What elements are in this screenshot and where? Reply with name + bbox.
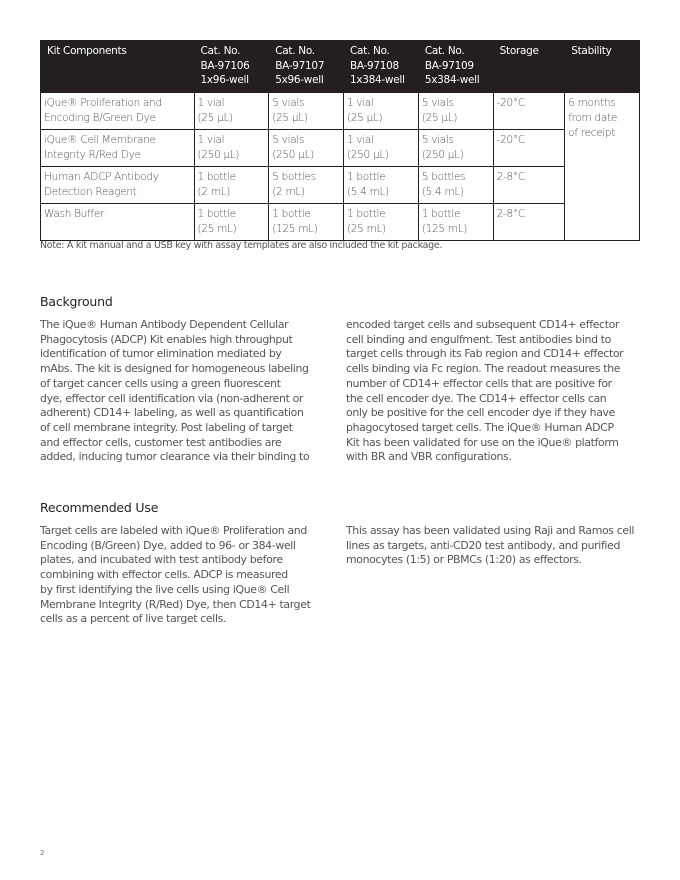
table-cell	[194, 166, 269, 203]
text-line: cells binding via Fc region. The readout measures the	[346, 362, 621, 376]
text-line: (125 mL)	[421, 222, 468, 235]
text-line: identification of tumor elimination mediated by	[40, 347, 282, 361]
text-line: (250 µL)	[197, 148, 240, 161]
recommended-use-text-left	[40, 524, 311, 627]
text-line: The iQue® Human Antibody Dependent Cellular	[40, 318, 289, 331]
text-line: Storage	[499, 45, 539, 57]
table-cell	[418, 203, 493, 240]
text-line: Cat. No.	[200, 45, 241, 57]
column-header	[565, 40, 640, 92]
text-line: Encoding B/Green Dye	[44, 111, 156, 124]
text-line: encoded target cells and subsequent CD14+ effector	[346, 318, 620, 331]
kit-components-table	[40, 40, 640, 241]
text-line: (25 µL)	[197, 111, 233, 124]
text-line: Membrane Integrity (R/Red) Dye, then CD14+ target	[40, 597, 311, 611]
text-line: number of CD14+ effector cells that are positive for	[346, 376, 612, 390]
text-line: 1 bottle	[346, 170, 386, 183]
table-row	[41, 203, 640, 240]
storage-cell: -20°C	[493, 92, 565, 129]
text-line: Cat. No.	[424, 45, 465, 57]
text-line: BA-97109	[424, 59, 474, 72]
text-line: combining with effector cells. ADCP is measured	[40, 568, 288, 582]
text-line: monocytes (1:5) or PBMCs (1:20) as effectors.	[346, 553, 582, 567]
text-line: 5 vials	[421, 133, 454, 146]
text-line: (250 µL)	[272, 148, 314, 161]
text-line: Detection Reagent	[44, 185, 137, 198]
text-line: Wash Buffer	[44, 207, 105, 220]
text-line: target cells through its Fab region and CD14+ effector	[346, 347, 624, 361]
text-line: Integrity R/Red Dye	[44, 148, 141, 161]
table-cell	[194, 129, 269, 166]
table-row	[41, 92, 640, 129]
text-line: 6 months	[568, 96, 616, 109]
table-cell	[194, 92, 269, 129]
text-line: 1x384-well	[349, 74, 405, 86]
text-line: iQue® Proliferation and	[44, 96, 162, 109]
text-line: the cell encoder dye. The CD14+ effector cells can	[346, 391, 607, 405]
text-line: (2 mL)	[272, 185, 305, 198]
text-line: 1 vial	[346, 96, 374, 109]
column-header	[269, 40, 344, 92]
text-line: Kit Components	[47, 45, 127, 57]
table-cell	[194, 203, 269, 240]
table-cell	[41, 92, 195, 129]
text-line: 5 vials	[272, 133, 305, 146]
text-line: iQue® Cell Membrane	[44, 133, 156, 146]
text-line: 1 vial	[197, 96, 225, 109]
text-line: BA-97106	[200, 59, 250, 72]
text-line: Stability	[571, 45, 612, 57]
column-header	[194, 40, 269, 92]
column-header	[343, 40, 418, 92]
table-row	[41, 129, 640, 166]
text-line: BA-97108	[349, 59, 399, 72]
text-line: from date	[568, 111, 617, 124]
text-line: 5x384-well	[424, 74, 480, 86]
text-line: (25 mL)	[346, 222, 386, 235]
text-line: added, inducing tumor clearance via their binding to	[40, 450, 310, 464]
text-line: BA-97107	[275, 59, 325, 72]
background-text-left	[40, 318, 309, 465]
storage-cell: -20°C	[493, 129, 565, 166]
text-line: This assay has been validated using Raji and Ramos cell	[346, 524, 635, 537]
text-line: 1 bottle	[197, 207, 236, 220]
text-line: 1 bottle	[421, 207, 461, 220]
text-line: (5.4 mL)	[346, 185, 389, 198]
text-line: 5 vials	[421, 96, 454, 109]
text-line: (2 mL)	[197, 185, 231, 198]
text-line: and effector cells, customer test antibodies are	[40, 435, 282, 449]
table-cell	[269, 92, 344, 129]
text-line: (25 µL)	[272, 111, 308, 124]
text-line: (250 µL)	[421, 148, 464, 161]
text-line: (125 mL)	[272, 222, 318, 235]
text-line: (25 µL)	[421, 111, 458, 124]
text-line: (250 µL)	[346, 148, 389, 161]
text-line: of target cancer cells using a green fluorescent	[40, 376, 281, 390]
page-number: 2	[40, 849, 45, 857]
text-line: (25 µL)	[346, 111, 383, 124]
text-line: 1 bottle	[197, 170, 236, 183]
table-cell	[418, 129, 493, 166]
text-line: 1 bottle	[346, 207, 386, 220]
text-line: lines as targets, anti-CD20 test antibody, and purified	[346, 538, 621, 552]
text-line: 5 vials	[272, 96, 305, 109]
recommended-use-text-right	[346, 524, 634, 568]
background-text-right	[346, 318, 623, 465]
text-line: Target cells are labeled with iQue® Proliferation and	[40, 524, 307, 537]
text-line: Encoding (B/Green) Dye, added to 96- or 384-well	[40, 538, 296, 552]
text-line: 5x96-well	[275, 74, 324, 86]
text-line: with BR and VBR configurations.	[346, 450, 512, 464]
stability-cell	[565, 92, 640, 240]
text-line: by first identifying the live cells using iQue® Cell	[40, 582, 290, 596]
text-line: dye, effector cell identification via (non-adherent or	[40, 391, 304, 405]
table-cell	[343, 129, 418, 166]
text-line: Human ADCP Antibody	[44, 170, 159, 183]
text-line: 1 bottle	[272, 207, 311, 220]
background-heading: Background	[40, 294, 113, 309]
text-line: (25 mL)	[197, 222, 237, 235]
text-line: 5 bottles	[272, 170, 316, 183]
table-cell	[343, 166, 418, 203]
table-note: Note: A kit manual and a USB key with assay templates are also included the kit package.	[40, 240, 443, 251]
text-line: Kit has been validated for use on the iQue® platform	[346, 435, 619, 449]
table-cell	[343, 203, 418, 240]
text-line: adherent) CD14+ labeling, as well as quantification	[40, 406, 304, 420]
table-cell	[418, 166, 493, 203]
text-line: plates, and incubated with test antibody before	[40, 553, 283, 567]
text-line: of cell membrane integrity. Post labeling of target	[40, 420, 293, 434]
table-cell	[41, 203, 195, 240]
table-cell	[41, 166, 195, 203]
table-cell	[343, 92, 418, 129]
text-line: of receipt	[568, 126, 616, 139]
text-line: phagocytosed target cells. The iQue® Human ADCP	[346, 420, 614, 434]
text-line: 1x96-well	[200, 74, 249, 86]
text-line: cell binding and engulfment. Test antibodies bind to	[346, 332, 611, 346]
recommended-use-heading: Recommended Use	[40, 500, 159, 515]
column-header	[41, 40, 195, 92]
text-line: mAbs. The kit is designed for homogeneous labeling	[40, 362, 309, 376]
storage-cell: 2-8°C	[493, 203, 565, 240]
text-line: Phagocytosis (ADCP) Kit enables high throughput	[40, 332, 293, 346]
storage-cell: 2-8°C	[493, 166, 565, 203]
table-row	[41, 166, 640, 203]
table-cell	[269, 166, 344, 203]
table-cell	[418, 92, 493, 129]
table-cell	[41, 129, 195, 166]
table-cell	[269, 129, 344, 166]
column-header	[493, 40, 565, 92]
text-line: 5 bottles	[421, 170, 466, 183]
table-cell	[269, 203, 344, 240]
text-line: Cat. No.	[275, 45, 315, 57]
text-line: Cat. No.	[349, 45, 390, 57]
column-header	[418, 40, 493, 92]
text-line: 1 vial	[346, 133, 374, 146]
text-line: 1 vial	[197, 133, 225, 146]
text-line: only be positive for the cell encoder dye if they have	[346, 406, 615, 420]
text-line: (5.4 mL)	[421, 185, 464, 198]
text-line: cells as a percent of live target cells.	[40, 612, 227, 626]
